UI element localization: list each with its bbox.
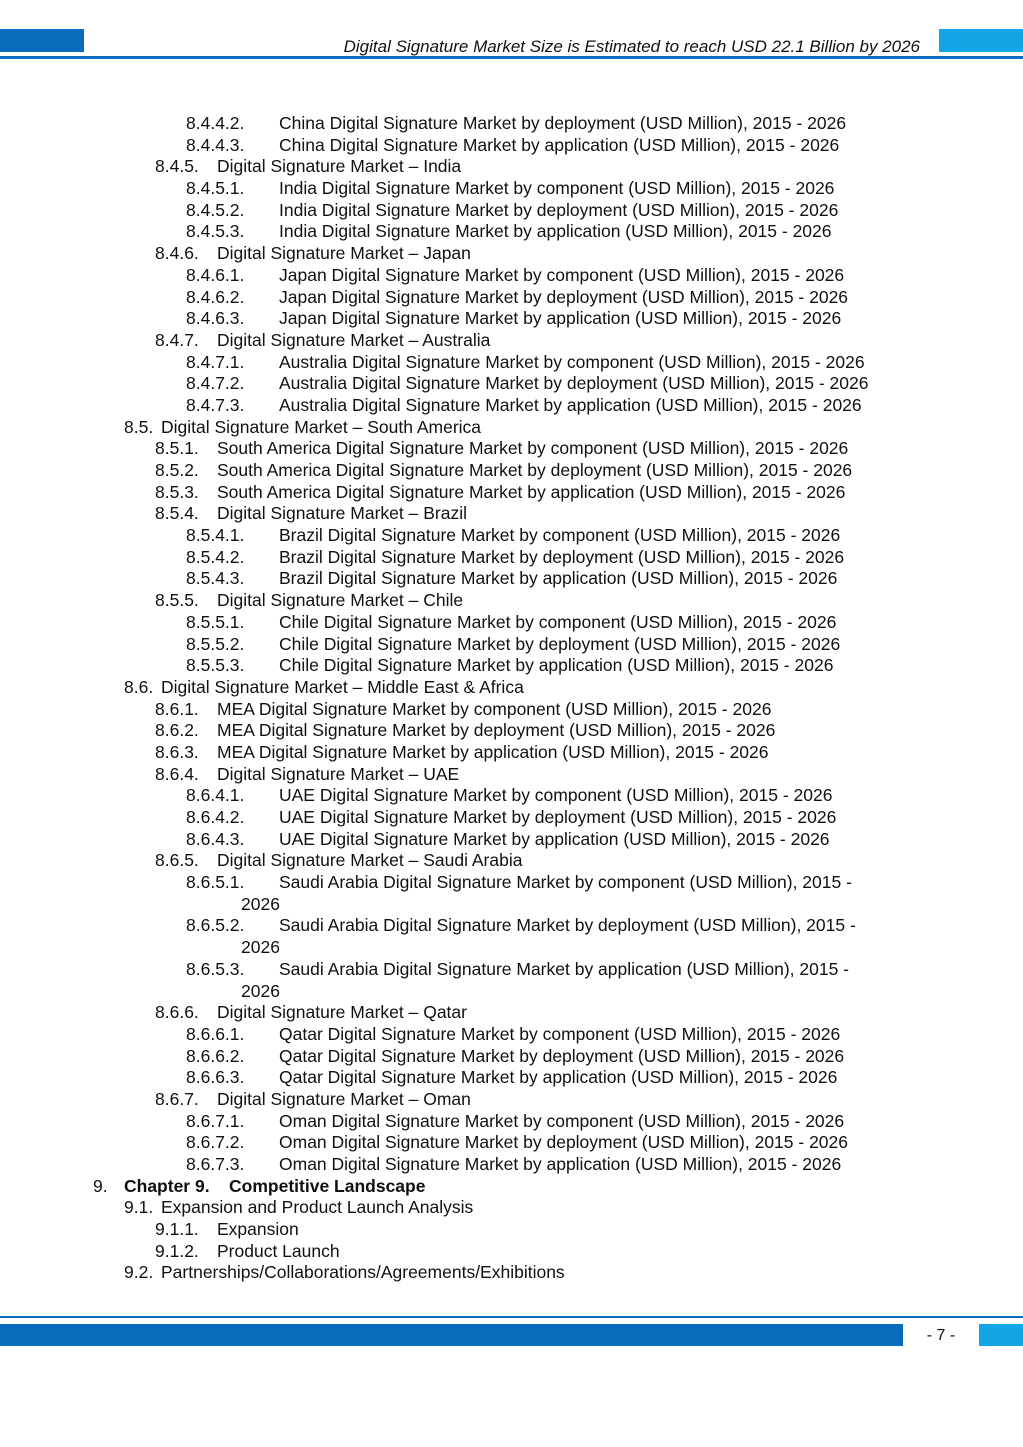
toc-entry-number: 8.4.6.1. xyxy=(186,264,245,285)
toc-entry[interactable] xyxy=(0,330,1023,352)
toc-entry-title-text: Australia Digital Signature Market by application (USD Million), 2015 - 2026 xyxy=(279,394,862,415)
toc-entry[interactable] xyxy=(0,655,1023,677)
toc-entry-number: 8.5.5.3. xyxy=(186,655,245,676)
toc-entry-title xyxy=(279,352,865,374)
toc-entry-number: 8.4.7. xyxy=(155,329,199,350)
toc-entry-number: 8.6.5.2. xyxy=(186,915,245,936)
toc-entry-title-text: Qatar Digital Signature Market by deployment (USD Million), 2015 - 2026 xyxy=(279,1045,845,1066)
toc-entry-number: 8.5.4. xyxy=(155,503,199,524)
toc-entry-title xyxy=(217,330,490,352)
toc-entry-title-text: Saudi Arabia Digital Signature Market by application (USD Million), 2015 - xyxy=(279,958,849,979)
toc-entry-title xyxy=(161,417,481,439)
toc-entry-title-text: Expansion and Product Launch Analysis xyxy=(161,1197,474,1218)
toc-entry-number: 8.4.5.1. xyxy=(186,178,245,199)
toc-entry[interactable] xyxy=(0,1154,1023,1176)
toc-entry-title-text: Chile Digital Signature Market by application (USD Million), 2015 - 2026 xyxy=(279,655,834,676)
toc-entry-title-text: Qatar Digital Signature Market by component (USD Million), 2015 - 2026 xyxy=(279,1023,841,1044)
toc-entry-number: 8.6.2. xyxy=(155,720,199,741)
toc-entry[interactable] xyxy=(0,1262,1023,1284)
toc-entry-title xyxy=(279,785,832,807)
toc-entry-title-text: MEA Digital Signature Market by application (USD Million), 2015 - 2026 xyxy=(217,741,769,762)
toc-entry-number: 8.6.6.3. xyxy=(186,1067,245,1088)
toc-entry[interactable] xyxy=(0,221,1023,243)
toc-entry-title xyxy=(161,1197,473,1219)
table-of-contents xyxy=(0,113,1023,1284)
toc-entry-title-text: UAE Digital Signature Market by component (USD Million), 2015 - 2026 xyxy=(279,785,833,806)
toc-entry-number: 9.1.1. xyxy=(155,1219,199,1240)
toc-entry-title-text: Qatar Digital Signature Market by application (USD Million), 2015 - 2026 xyxy=(279,1067,838,1088)
toc-entry-title-text: India Digital Signature Market by application (USD Million), 2015 - 2026 xyxy=(279,221,832,242)
toc-entry-title-text: Brazil Digital Signature Market by component (USD Million), 2015 - 2026 xyxy=(279,525,841,546)
toc-entry-title-continuation: 2026 xyxy=(241,980,280,1001)
toc-entry-title xyxy=(124,1176,425,1198)
toc-entry-title xyxy=(217,850,522,872)
toc-entry[interactable] xyxy=(0,1132,1023,1154)
toc-entry-title-text: China Digital Signature Market by application (USD Million), 2015 - 2026 xyxy=(279,134,840,155)
toc-entry[interactable] xyxy=(0,547,1023,569)
toc-entry[interactable] xyxy=(0,764,1023,786)
toc-entry-title-text: UAE Digital Signature Market by deployment (USD Million), 2015 - 2026 xyxy=(279,807,837,827)
toc-entry-number: 8.5.2. xyxy=(155,460,199,480)
toc-entry[interactable] xyxy=(0,1176,1023,1198)
toc-entry-number: 9.1.2. xyxy=(155,1240,199,1261)
toc-entry[interactable] xyxy=(0,568,1023,590)
toc-entry-title xyxy=(217,699,771,721)
toc-entry-title-text: Chile Digital Signature Market by component (USD Million), 2015 - 2026 xyxy=(279,611,837,632)
header-accent-right xyxy=(939,29,1023,52)
toc-entry[interactable] xyxy=(0,1024,1023,1046)
toc-entry-title-text: Australia Digital Signature Market by component (USD Million), 2015 - 2026 xyxy=(279,351,865,372)
toc-entry-number: 8.4.6.2. xyxy=(186,286,245,307)
toc-entry-title-text: Product Launch xyxy=(217,1240,340,1261)
toc-entry-title xyxy=(241,872,904,915)
toc-entry-number: 8.6.3. xyxy=(155,741,199,762)
toc-entry-title xyxy=(279,1024,840,1046)
toc-entry-title-text: Japan Digital Signature Market by component (USD Million), 2015 - 2026 xyxy=(279,264,845,285)
toc-entry-title xyxy=(217,1089,471,1111)
toc-entry-number: 8.4.7.2. xyxy=(186,373,245,394)
toc-entry[interactable] xyxy=(0,699,1023,721)
toc-entry-number: 8.4.6. xyxy=(155,243,199,264)
toc-entry-title-text: Digital Signature Market – Brazil xyxy=(217,503,467,524)
toc-entry-number: 8.6.7. xyxy=(155,1088,199,1109)
toc-entry-title-text: Digital Signature Market – South America xyxy=(161,416,482,437)
toc-entry-title-text: Digital Signature Market – Oman xyxy=(217,1088,471,1109)
toc-entry-number: 8.5.4.1. xyxy=(186,525,245,546)
toc-entry[interactable] xyxy=(0,460,1023,482)
toc-entry-title xyxy=(279,829,830,851)
toc-entry-title xyxy=(279,135,839,157)
toc-entry-title xyxy=(279,287,848,309)
toc-entry-title xyxy=(279,200,838,222)
toc-entry-number: 8.5.4.3. xyxy=(186,568,245,589)
toc-entry[interactable] xyxy=(0,850,1023,872)
toc-entry-title-text: Partnerships/Collaborations/Agreements/Exhibitions xyxy=(161,1262,565,1283)
toc-entry[interactable] xyxy=(0,872,1023,915)
toc-entry-number: 9.2. xyxy=(124,1262,154,1283)
toc-entry-title-text: China Digital Signature Market by deployment (USD Million), 2015 - 2026 xyxy=(279,113,847,133)
toc-entry-title xyxy=(279,373,868,395)
toc-entry-number: 8.5.3. xyxy=(155,481,199,502)
toc-entry-number: 8.6.7.2. xyxy=(186,1132,245,1153)
toc-entry-number: 8.5.5.2. xyxy=(186,633,245,654)
toc-entry-title-text: Digital Signature Market – Japan xyxy=(217,243,471,264)
toc-entry-title-text: Digital Signature Market – India xyxy=(217,156,462,177)
toc-entry-title-text: MEA Digital Signature Market by component (USD Million), 2015 - 2026 xyxy=(217,698,772,719)
toc-entry-title xyxy=(279,1154,841,1176)
toc-entry[interactable] xyxy=(0,807,1023,829)
page-number: - 7 - xyxy=(926,1327,956,1344)
header-rule xyxy=(0,56,1023,59)
toc-entry-number: 8.6.6.2. xyxy=(186,1045,245,1066)
toc-entry[interactable] xyxy=(0,1089,1023,1111)
toc-entry-title xyxy=(279,178,834,200)
toc-entry-number: 8.4.5.2. xyxy=(186,199,245,220)
toc-entry-title-continuation: 2026 xyxy=(241,893,280,914)
toc-entry[interactable] xyxy=(0,829,1023,851)
toc-entry-title-text: MEA Digital Signature Market by deployment (USD Million), 2015 - 2026 xyxy=(217,720,776,741)
toc-entry-number: 8.6.7.3. xyxy=(186,1154,245,1175)
toc-entry[interactable] xyxy=(0,265,1023,287)
toc-entry[interactable] xyxy=(0,156,1023,178)
toc-entry-title xyxy=(241,915,904,958)
toc-entry-title xyxy=(279,265,844,287)
toc-entry-title-text: Digital Signature Market – Saudi Arabia xyxy=(217,850,523,871)
toc-entry-number: 9.1. xyxy=(124,1197,154,1218)
toc-entry[interactable] xyxy=(0,373,1023,395)
toc-entry-title-text: Digital Signature Market – Chile xyxy=(217,590,464,611)
toc-entry-title-text: Digital Signature Market – Qatar xyxy=(217,1002,467,1023)
toc-entry-number: 8.6.4.2. xyxy=(186,807,245,827)
toc-entry-title-text: Digital Signature Market – UAE xyxy=(217,763,460,784)
toc-entry-title xyxy=(279,568,837,590)
toc-entry-number: 8.4.4.3. xyxy=(186,134,245,155)
toc-entry-number: 8.6.1. xyxy=(155,698,199,719)
toc-entry-number: 8.6.6.1. xyxy=(186,1023,245,1044)
toc-entry-title xyxy=(217,1219,299,1241)
toc-entry-title xyxy=(279,807,836,829)
toc-entry-title xyxy=(217,438,848,460)
footer-bar-left xyxy=(0,1324,903,1346)
toc-entry-number: 8.5.1. xyxy=(155,438,199,459)
toc-entry[interactable] xyxy=(0,438,1023,460)
toc-entry-title-text: UAE Digital Signature Market by application (USD Million), 2015 - 2026 xyxy=(279,828,830,849)
toc-entry-title-text: India Digital Signature Market by deployment (USD Million), 2015 - 2026 xyxy=(279,199,839,220)
toc-entry-number: 8.5.4.2. xyxy=(186,546,245,567)
toc-entry[interactable] xyxy=(0,200,1023,222)
toc-entry-number: 8.4.4.2. xyxy=(186,113,245,133)
toc-entry-title xyxy=(279,395,862,417)
toc-entry-number: 8.5. xyxy=(124,416,154,437)
toc-entry-title xyxy=(217,243,471,265)
toc-entry-number: 8.6.5. xyxy=(155,850,199,871)
toc-entry[interactable] xyxy=(0,395,1023,417)
toc-entry[interactable] xyxy=(0,742,1023,764)
toc-entry-title xyxy=(217,156,461,178)
toc-entry-title-text: Chile Digital Signature Market by deployment (USD Million), 2015 - 2026 xyxy=(279,633,841,654)
toc-entry-number: 8.6. xyxy=(124,676,154,697)
toc-entry[interactable] xyxy=(0,720,1023,742)
toc-entry[interactable] xyxy=(0,113,1023,135)
toc-entry-title xyxy=(279,308,841,330)
toc-entry[interactable] xyxy=(0,503,1023,525)
toc-entry-title xyxy=(279,221,832,243)
toc-entry[interactable] xyxy=(0,178,1023,200)
toc-entry-title xyxy=(217,460,852,482)
toc-entry-title-text: Australia Digital Signature Market by deployment (USD Million), 2015 - 2026 xyxy=(279,373,869,394)
toc-entry-title xyxy=(279,612,836,634)
header-title: Digital Signature Market Size is Estimated to reach USD 22.1 Billion by 2026 xyxy=(343,37,920,56)
toc-entry[interactable] xyxy=(0,1111,1023,1133)
footer-bar-right xyxy=(979,1324,1023,1346)
toc-entry-number: 8.6.7.1. xyxy=(186,1110,245,1131)
toc-entry[interactable] xyxy=(0,959,1023,1002)
toc-entry[interactable] xyxy=(0,482,1023,504)
toc-entry-title-text: Saudi Arabia Digital Signature Market by component (USD Million), 2015 - xyxy=(279,872,852,893)
toc-entry[interactable] xyxy=(0,1219,1023,1241)
toc-entry-title-text: Digital Signature Market – Middle East & Africa xyxy=(161,676,524,697)
toc-entry-title xyxy=(279,634,840,656)
toc-entry-title-text: Oman Digital Signature Market by component (USD Million), 2015 - 2026 xyxy=(279,1110,845,1131)
toc-entry[interactable] xyxy=(0,634,1023,656)
toc-entry-title-text: Oman Digital Signature Market by application (USD Million), 2015 - 2026 xyxy=(279,1154,842,1175)
toc-entry-title-text: Japan Digital Signature Market by application (USD Million), 2015 - 2026 xyxy=(279,308,842,329)
toc-entry-title xyxy=(279,1132,848,1154)
toc-entry-title xyxy=(217,764,459,786)
toc-entry[interactable] xyxy=(0,1046,1023,1068)
toc-entry[interactable] xyxy=(0,308,1023,330)
toc-entry-title-text: South America Digital Signature Market by deployment (USD Million), 2015 - 2026 xyxy=(217,460,853,480)
footer-rule xyxy=(0,1316,1023,1318)
toc-entry-title-text: Chapter 9. Competitive Landscape xyxy=(124,1175,426,1196)
toc-entry-title-text: Saudi Arabia Digital Signature Market by deployment (USD Million), 2015 - xyxy=(279,915,856,936)
toc-entry-title xyxy=(241,958,904,1002)
toc-entry-number: 8.6.4. xyxy=(155,763,199,784)
toc-entry-title-text: South America Digital Signature Market by component (USD Million), 2015 - 2026 xyxy=(217,438,849,459)
toc-entry-number: 9. xyxy=(93,1175,108,1196)
toc-entry-title-text: South America Digital Signature Market by application (USD Million), 2015 - 2026 xyxy=(217,481,846,502)
header-accent-left xyxy=(0,29,84,52)
toc-entry-title-text: Digital Signature Market – Australia xyxy=(217,329,491,350)
toc-entry-title-text: Japan Digital Signature Market by deployment (USD Million), 2015 - 2026 xyxy=(279,286,849,307)
toc-entry-title xyxy=(217,482,845,504)
toc-entry[interactable] xyxy=(0,417,1023,439)
toc-entry-title-text: Oman Digital Signature Market by deployment (USD Million), 2015 - 2026 xyxy=(279,1132,849,1153)
toc-entry[interactable] xyxy=(0,1067,1023,1089)
toc-entry-title xyxy=(217,720,775,742)
toc-entry-title xyxy=(279,1111,844,1133)
toc-entry[interactable] xyxy=(0,677,1023,699)
toc-entry-title-text: India Digital Signature Market by component (USD Million), 2015 - 2026 xyxy=(279,178,835,199)
toc-entry-number: 8.4.5. xyxy=(155,156,199,177)
toc-entry-number: 8.5.5.1. xyxy=(186,611,245,632)
toc-entry-title-continuation: 2026 xyxy=(241,937,280,958)
toc-entry[interactable] xyxy=(0,915,1023,958)
toc-entry[interactable] xyxy=(0,352,1023,374)
toc-entry-title xyxy=(279,655,833,677)
toc-entry-number: 8.4.7.1. xyxy=(186,351,245,372)
toc-entry-number: 8.6.4.1. xyxy=(186,785,245,806)
toc-entry[interactable] xyxy=(0,612,1023,634)
toc-entry[interactable] xyxy=(0,1241,1023,1263)
toc-entry-number: 8.6.5.3. xyxy=(186,958,245,979)
toc-entry-title xyxy=(279,113,846,135)
toc-entry-title xyxy=(217,1241,340,1263)
toc-entry-number: 8.6.5.1. xyxy=(186,872,245,893)
toc-entry[interactable] xyxy=(0,590,1023,612)
toc-entry-title xyxy=(217,503,467,525)
toc-entry[interactable] xyxy=(0,287,1023,309)
toc-entry-title xyxy=(217,1002,467,1024)
toc-entry-title xyxy=(217,590,463,612)
toc-entry-title xyxy=(161,677,524,699)
toc-entry-number: 8.4.7.3. xyxy=(186,394,245,415)
toc-entry-title xyxy=(279,547,844,569)
toc-entry-number: 8.4.5.3. xyxy=(186,221,245,242)
toc-entry-title-text: Brazil Digital Signature Market by deployment (USD Million), 2015 - 2026 xyxy=(279,546,845,567)
toc-entry-number: 8.4.6.3. xyxy=(186,308,245,329)
toc-entry[interactable] xyxy=(0,135,1023,157)
toc-entry-title xyxy=(279,1046,844,1068)
toc-entry-title-text: Expansion xyxy=(217,1219,299,1240)
toc-entry-number: 8.6.4.3. xyxy=(186,828,245,849)
toc-entry[interactable] xyxy=(0,1197,1023,1219)
toc-entry[interactable] xyxy=(0,243,1023,265)
toc-entry[interactable] xyxy=(0,1002,1023,1024)
toc-entry-title xyxy=(279,1067,837,1089)
toc-entry-title-text: Brazil Digital Signature Market by application (USD Million), 2015 - 2026 xyxy=(279,568,838,589)
toc-entry-number: 8.6.6. xyxy=(155,1002,199,1023)
toc-entry-title xyxy=(279,525,840,547)
toc-entry[interactable] xyxy=(0,785,1023,807)
toc-entry-title xyxy=(161,1262,565,1284)
toc-entry-title xyxy=(217,742,769,764)
toc-entry-number: 8.5.5. xyxy=(155,590,199,611)
toc-entry[interactable] xyxy=(0,525,1023,547)
